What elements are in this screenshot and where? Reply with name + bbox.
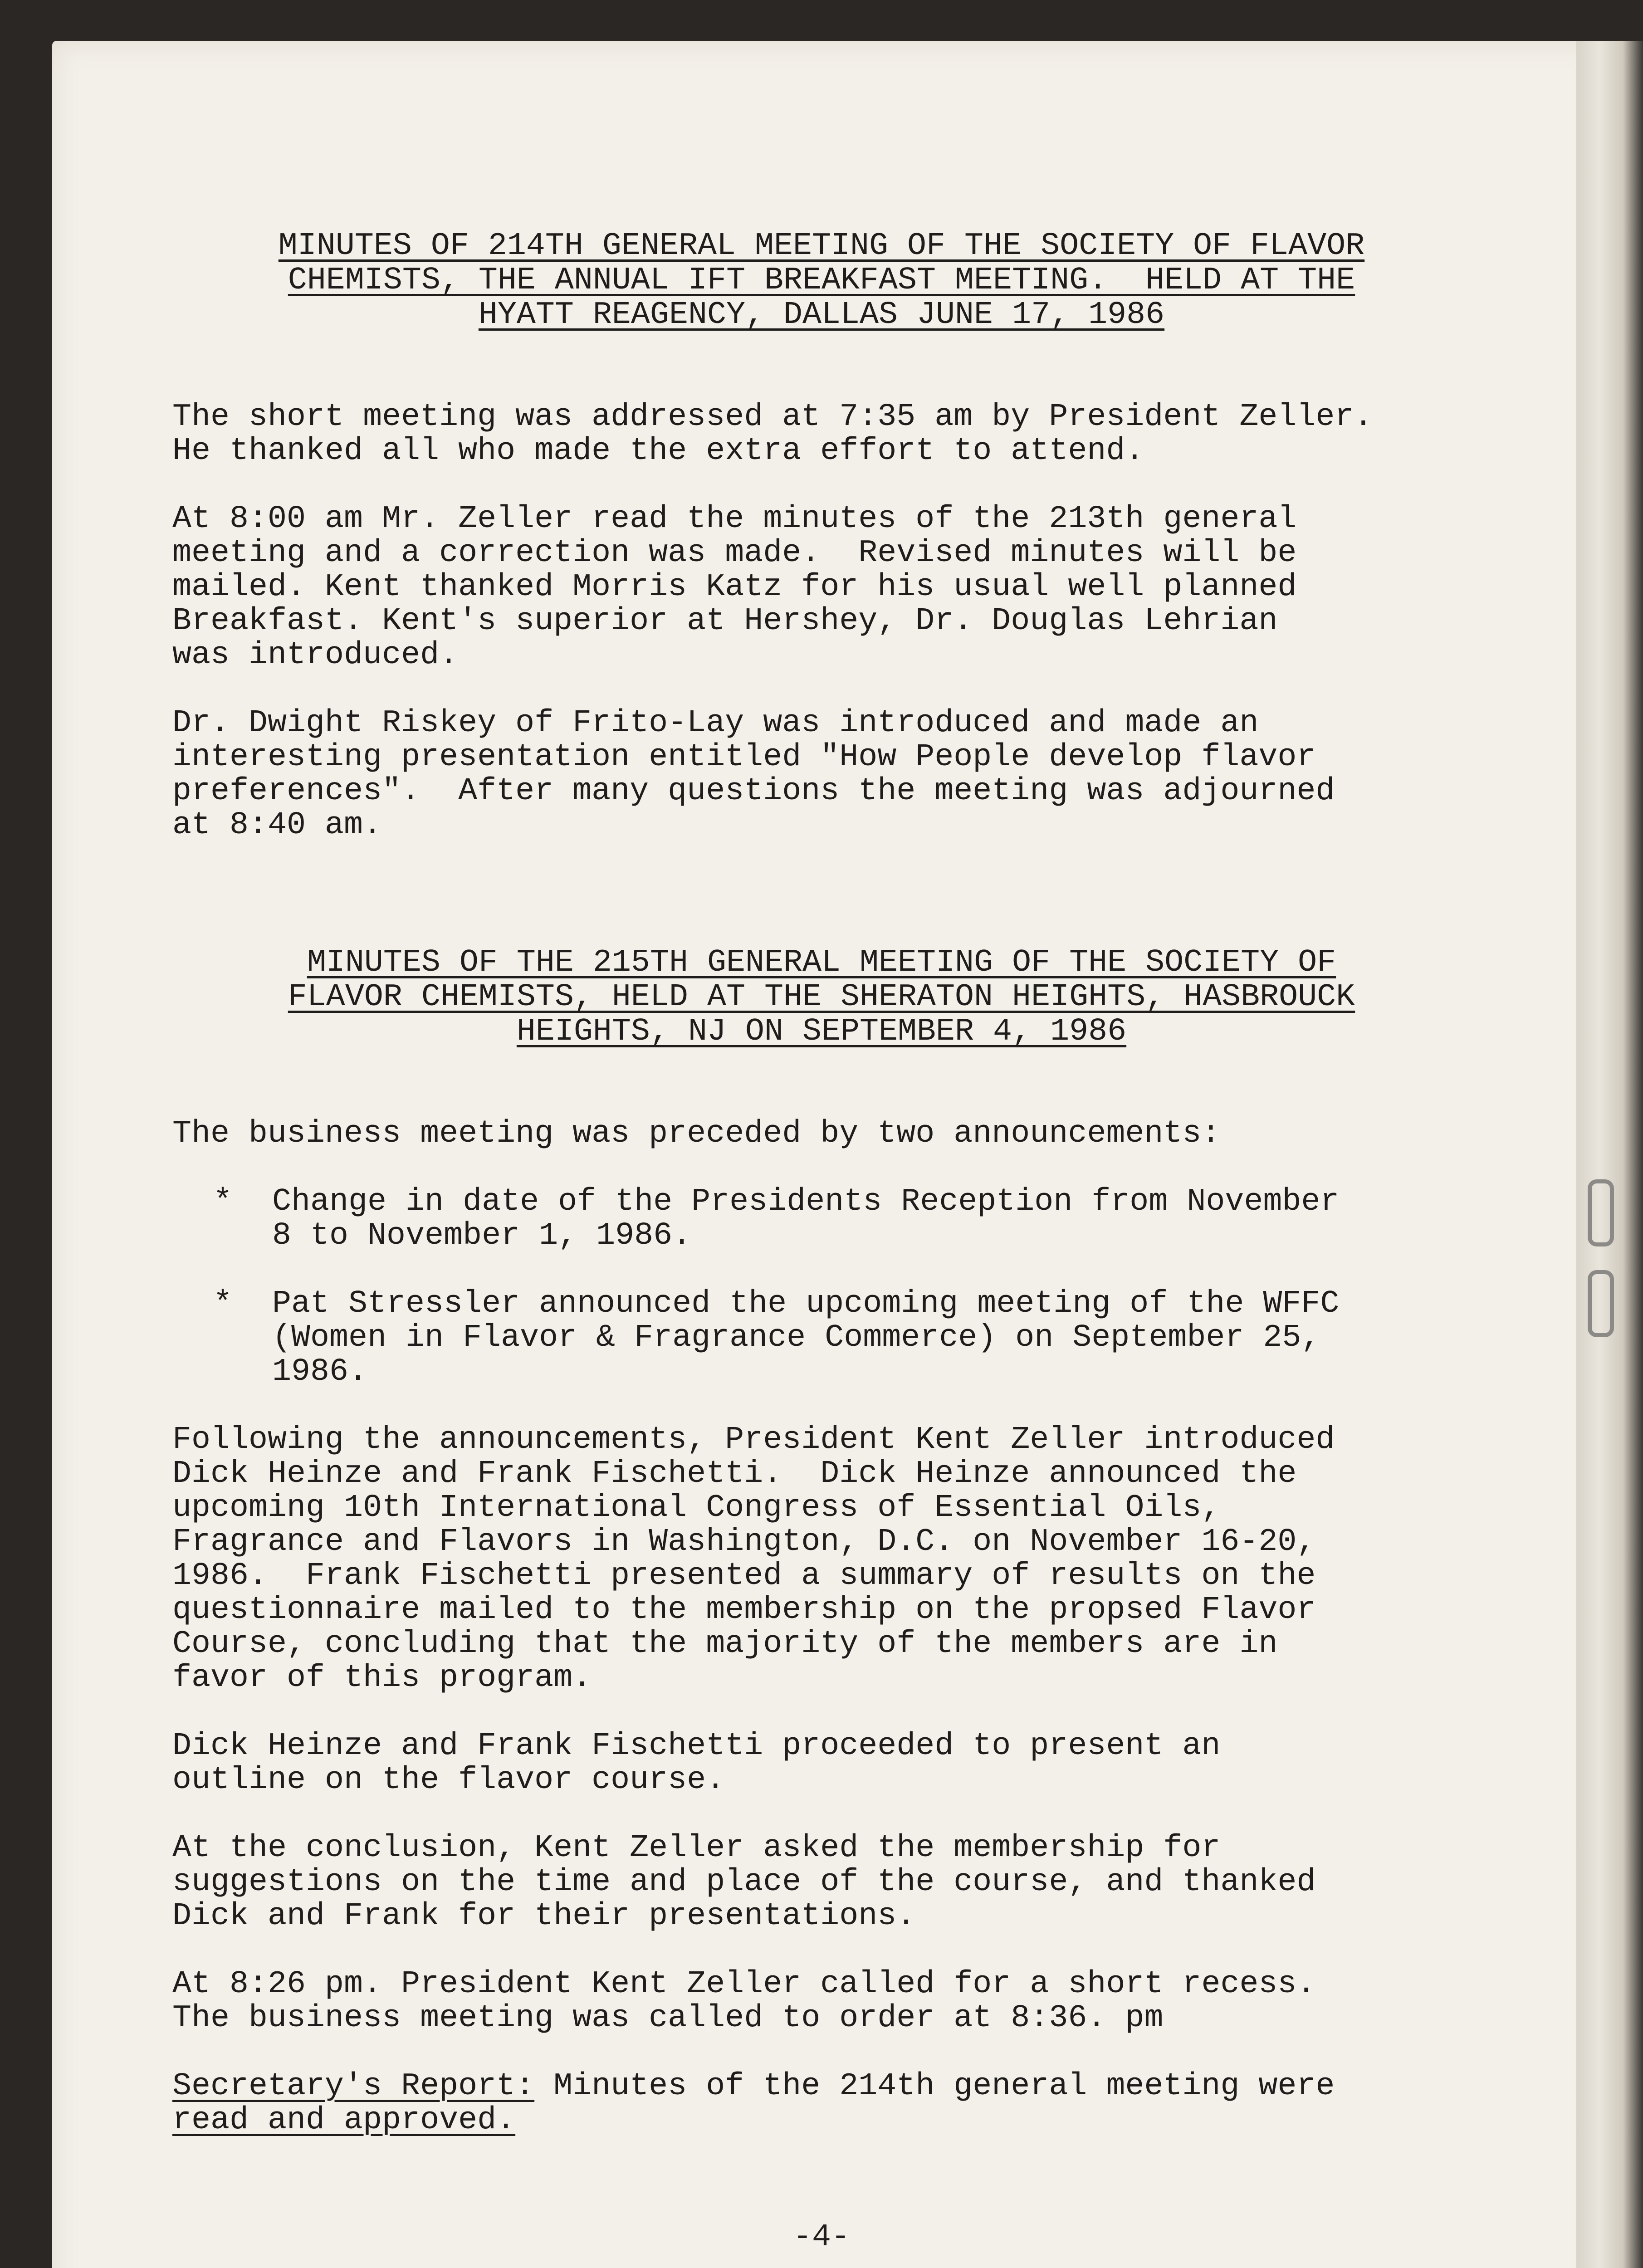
heading-line: MINUTES OF 214TH GENERAL MEETING OF THE SOCIETY OF FLAVOR xyxy=(278,228,1365,264)
bullet-item: Change in date of the Presidents Reception from November 8 to November 1, 1986. xyxy=(272,1184,1340,1254)
binding-spine xyxy=(1576,41,1643,2268)
secretary-report-text: read and approved. xyxy=(172,2102,516,2138)
paragraph-announcements-intro: The business meeting was preceded by two announcements: xyxy=(172,1116,1221,1152)
heading-line: HEIGHTS, NJ ON SEPTEMBER 4, 1986 xyxy=(516,1014,1127,1050)
paragraph-opening: The short meeting was addressed at 7:35 am by President Zeller. He thanked all who made the extra effort to attend. xyxy=(172,399,1373,469)
heading-215th-meeting xyxy=(0,946,1643,1049)
page-number: -4- xyxy=(792,2219,851,2255)
bullet-marker: * xyxy=(213,1286,233,1322)
heading-214th-meeting xyxy=(0,229,1643,332)
staple-icon xyxy=(1588,1270,1614,1337)
paragraph-minutes-read: At 8:00 am Mr. Zeller read the minutes of the 213th general meeting and a correction was made. Revised minutes will be mailed. Kent thanked Morris Katz for his usual well planned Breakfast. Kent's superior at Hershey, Dr. Douglas Lehrian was introduced. xyxy=(172,501,1297,673)
paragraph-presentation: Dr. Dwight Riskey of Frito-Lay was introduced and made an interesting presentation entitled "How People develop flavor preferences". After many questions the meeting was adjourned at 8:40 am. xyxy=(172,705,1335,843)
secretary-report-text: Minutes of the 214th general meeting were xyxy=(534,2068,1335,2104)
paragraph-secretary-report xyxy=(172,2069,1533,2137)
paragraph-flavor-course-outline: Dick Heinze and Frank Fischetti proceeded to present an outline on the flavor course. xyxy=(172,1728,1221,1798)
heading-line: HYATT REAGENCY, DALLAS JUNE 17, 1986 xyxy=(478,297,1165,333)
paragraph-recess: At 8:26 pm. President Kent Zeller called for a short recess. The business meeting was called to order at 8:36. pm xyxy=(172,1966,1316,2036)
heading-line: MINUTES OF THE 215TH GENERAL MEETING OF THE SOCIETY OF xyxy=(307,945,1336,981)
bullet-item: Pat Stressler announced the upcoming meeting of the WFFC (Women in Flavor & Fragrance Commerce) on September 25, 1986. xyxy=(272,1286,1340,1390)
paragraph-following-announcements: Following the announcements, President Kent Zeller introduced Dick Heinze and Frank Fischetti. Dick Heinze announced the upcoming 10th International Congress of Essential Oils, Fragrance and Flavors in Washington, D.C. on November 16-20, 1986. Frank Fischetti presented a summary of results on the questionnaire mailed to the membership on the propsed Flavor Course, concluding that the majority of the members are in favor of this program. xyxy=(172,1422,1335,1696)
bullet-marker: * xyxy=(213,1184,233,1220)
paragraph-conclusion: At the conclusion, Kent Zeller asked the membership for suggestions on the time and place of the course, and thanked Dick and Frank for their presentations. xyxy=(172,1830,1316,1934)
secretary-report-label: Secretary's Report: xyxy=(172,2068,535,2104)
heading-line: FLAVOR CHEMISTS, HELD AT THE SHERATON HEIGHTS, HASBROUCK xyxy=(288,979,1355,1015)
staple-icon xyxy=(1588,1179,1614,1246)
heading-line: CHEMISTS, THE ANNUAL IFT BREAKFAST MEETING. HELD AT THE xyxy=(288,263,1355,298)
